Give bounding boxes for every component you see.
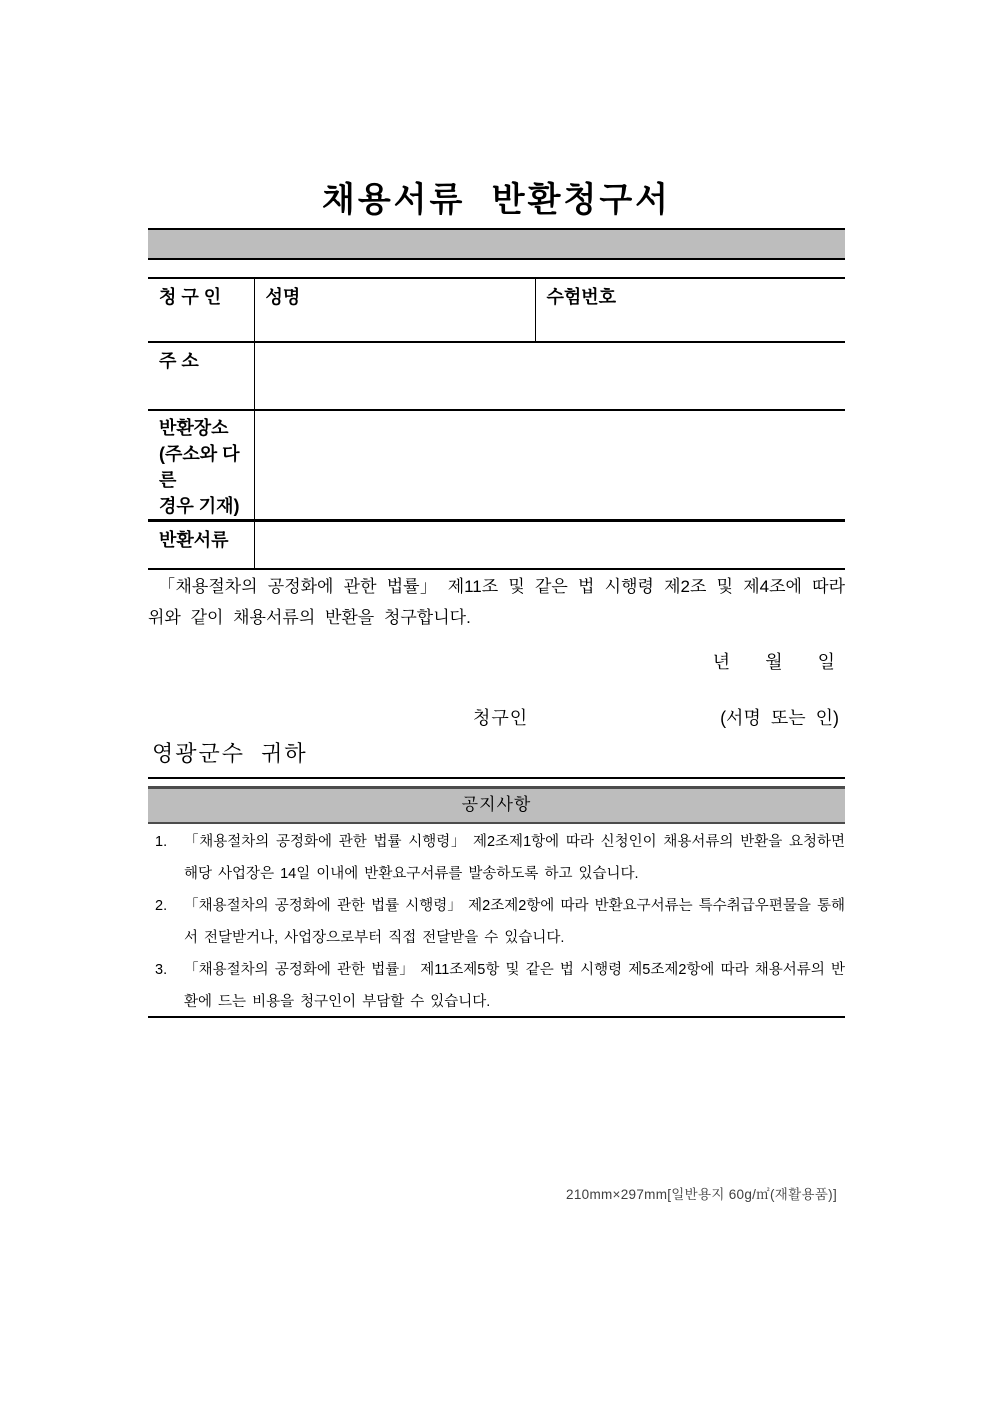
notice-item-number: 2.	[155, 898, 168, 914]
page-title: 채용서류 반환청구서	[321, 181, 672, 219]
return-place-label-line2: (주소와 다른	[159, 444, 240, 490]
top-divider-bar	[148, 228, 845, 260]
address-field-cell[interactable]	[254, 342, 845, 410]
return-place-field-cell[interactable]	[254, 410, 845, 520]
notice-list	[148, 826, 845, 1018]
month-label: 월	[765, 652, 783, 672]
year-label: 년	[712, 652, 731, 672]
signature-note: (서명 또는 인)	[720, 708, 839, 728]
return-documents-label-cell: 반환서류	[148, 521, 254, 569]
notice-item-text: 「채용절차의 공정화에 관한 법률 시행령」 제2조제1항에 따라 신청인이 채용서류의 반환을 요청하면 해당 사업장은 14일 이내에 반환요구서류를 발송하도록 하고 있습니다.	[184, 834, 845, 882]
applicant-table	[148, 277, 845, 521]
notice-item-number: 3.	[155, 962, 168, 978]
exam-number-field-cell[interactable]	[535, 278, 845, 342]
table-row	[148, 278, 845, 342]
name-label: 성명	[265, 287, 301, 307]
return-place-label-line3: 경우 기재)	[159, 496, 240, 516]
divider-line-bottom	[148, 1016, 845, 1018]
declaration-text: 「채용절차의 공정화에 관한 법률」 제11조 및 같은 법 시행령 제2조 및 제4조에 따라 위와 같이 채용서류의 반환을 청구합니다.	[148, 577, 845, 627]
paper-spec-footer: 210mm×297mm[일반용지 60g/㎡(재활용품)]	[566, 1187, 837, 1202]
return-place-label-line1: 반환장소	[159, 418, 229, 438]
notice-item-1	[148, 826, 845, 890]
exam-number-label: 수험번호	[546, 287, 617, 307]
claimant-label-cell: 청 구 인	[148, 278, 254, 342]
table-row	[148, 521, 845, 569]
signer-label: 청구인	[473, 708, 529, 728]
divider-line-top	[148, 777, 845, 779]
address-label-cell: 주 소	[148, 342, 254, 410]
date-line	[148, 648, 845, 674]
return-documents-field-cell[interactable]	[254, 521, 845, 569]
notice-item-3	[148, 954, 845, 1018]
return-documents-table	[148, 520, 845, 570]
notice-item-number: 1.	[155, 834, 168, 850]
recipient-line: 영광군수 귀하	[152, 741, 308, 766]
name-field-cell[interactable]	[254, 278, 535, 342]
table-row	[148, 342, 845, 410]
return-place-label-cell	[148, 410, 254, 520]
notice-item-text: 「채용절차의 공정화에 관한 법률」 제11조제5항 및 같은 법 시행령 제5조제2항에 따라 채용서류의 반환에 드는 비용을 청구인이 부담할 수 있습니다.	[184, 962, 845, 1010]
notice-item-2	[148, 890, 845, 954]
signature-line	[148, 704, 845, 730]
table-row	[148, 410, 845, 520]
day-label: 일	[817, 652, 835, 672]
notice-item-text: 「채용절차의 공정화에 관한 법률 시행령」 제2조제2항에 따라 반환요구서류는 특수취급우편물을 통해서 전달받거나, 사업장으로부터 직접 전달받을 수 있습니다.	[184, 898, 845, 946]
notice-header-bar: 공지사항	[148, 786, 845, 824]
